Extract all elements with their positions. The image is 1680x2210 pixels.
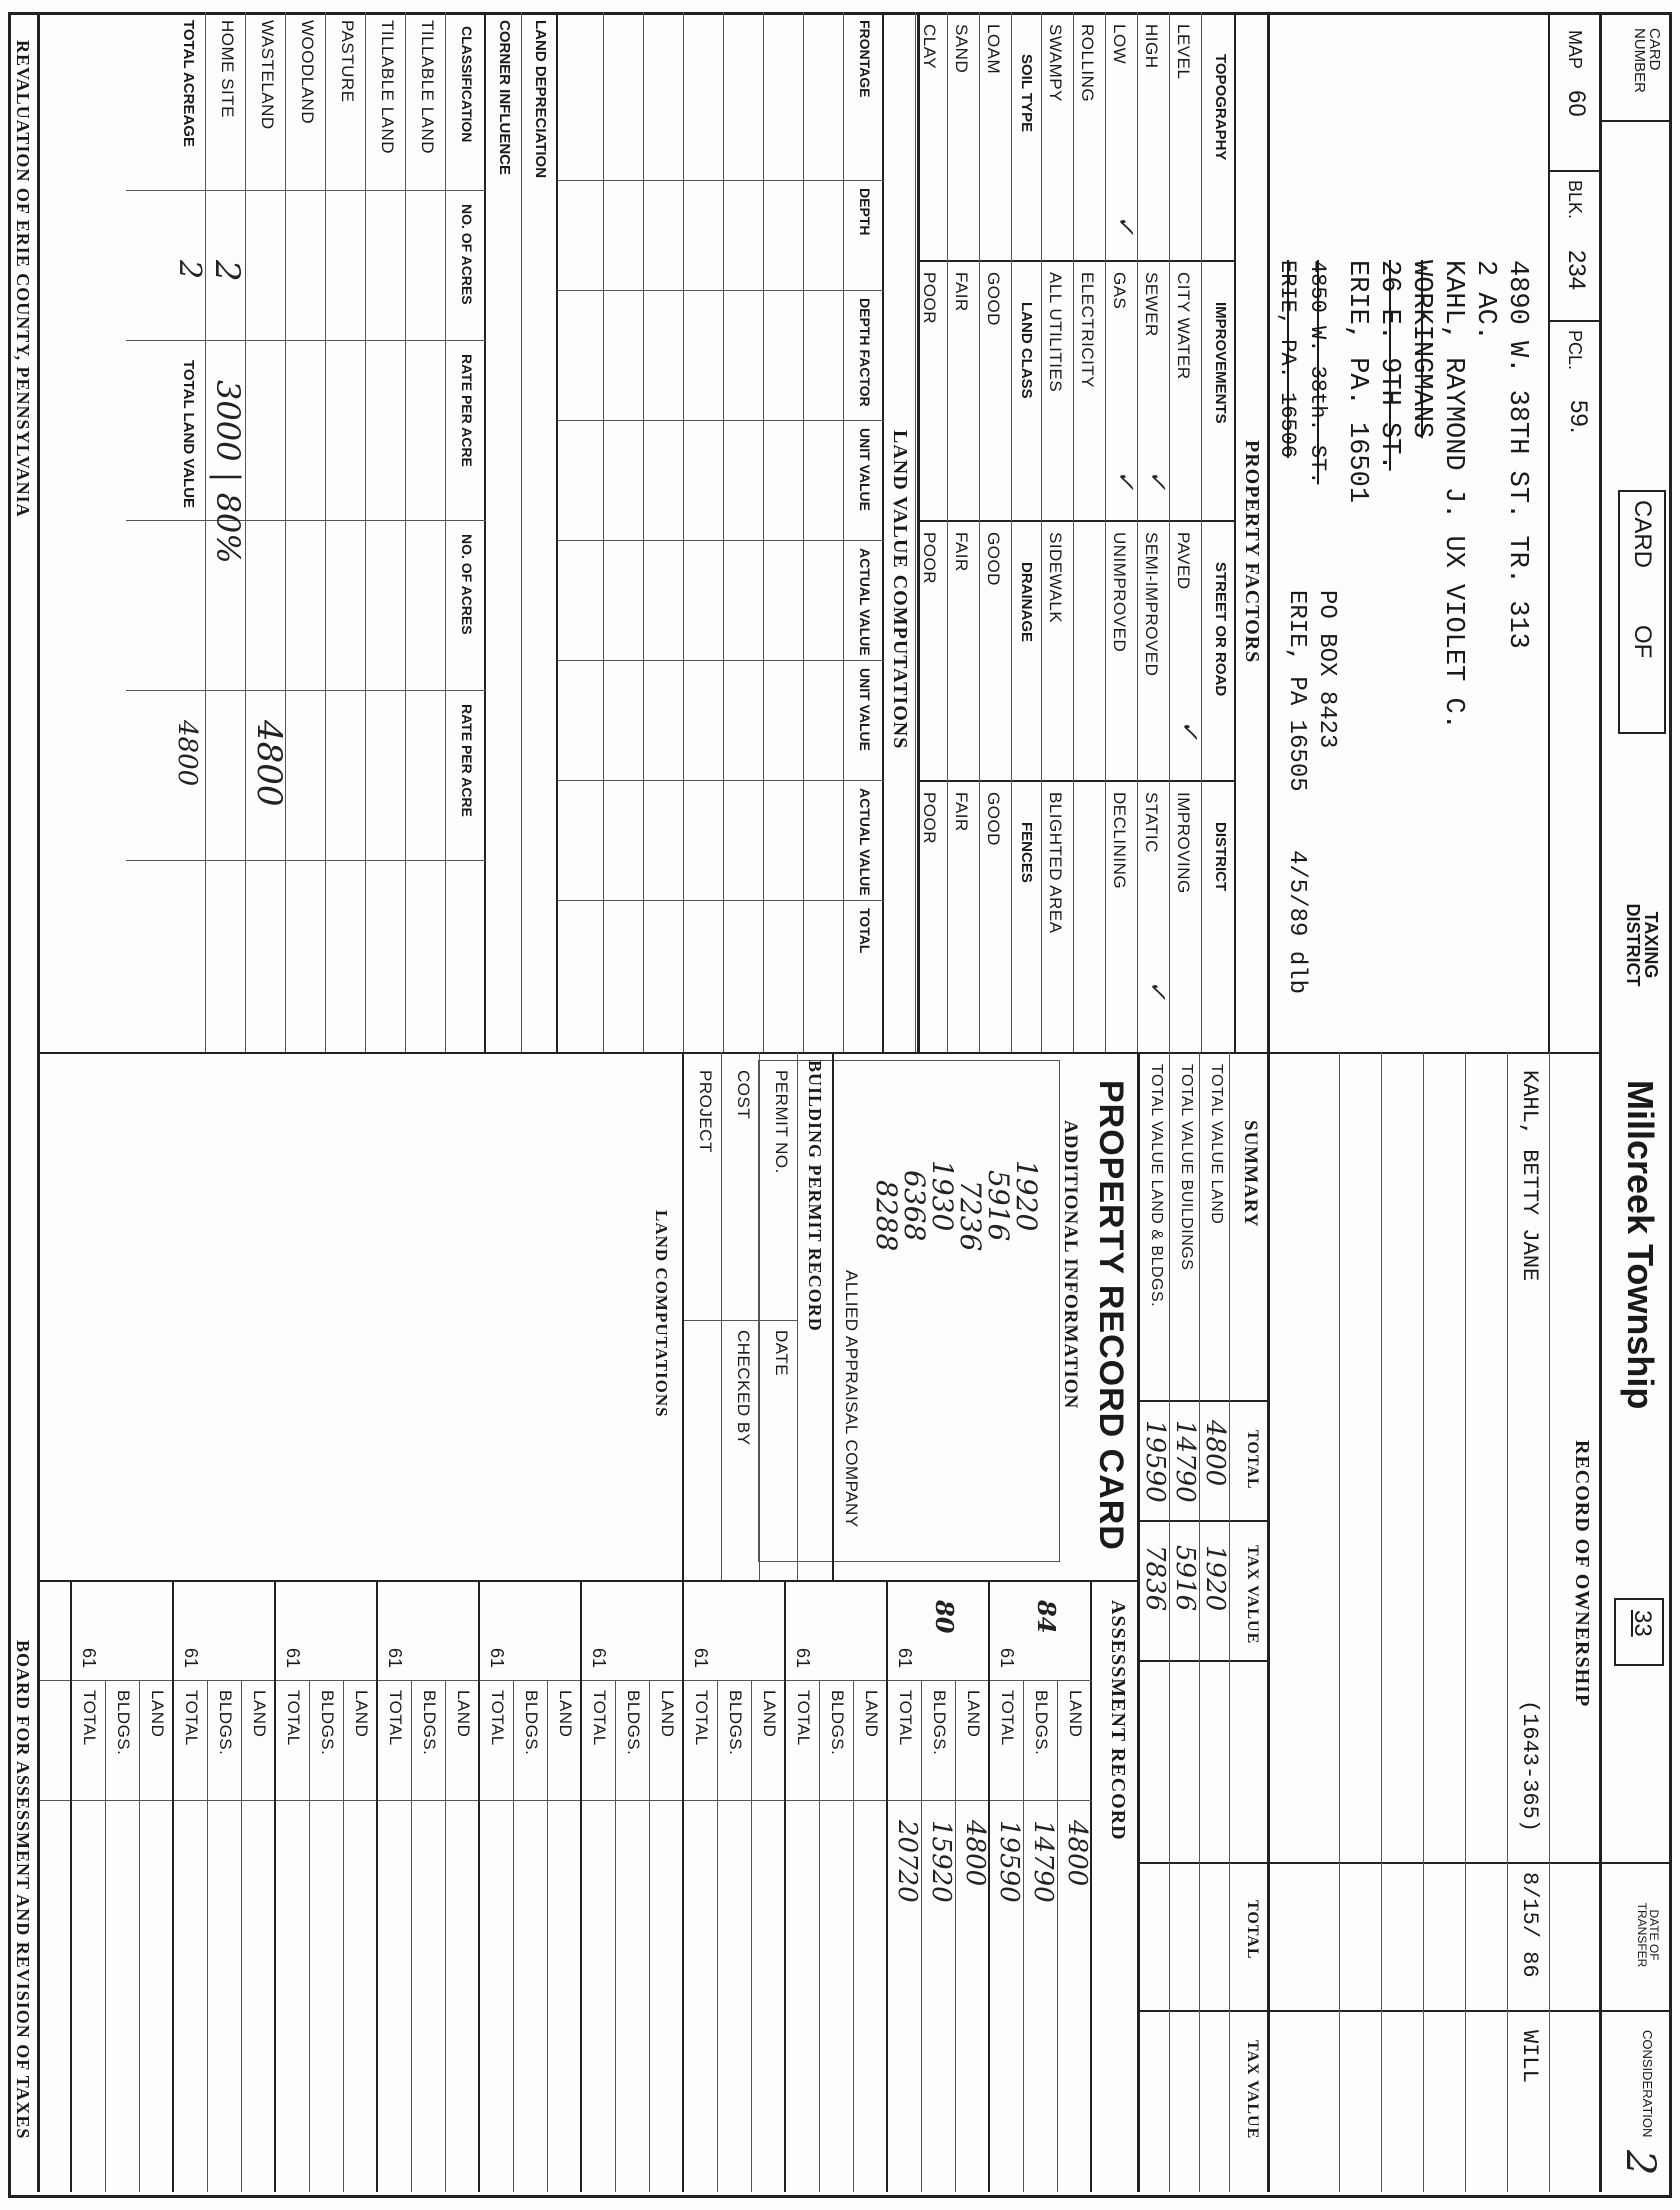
township-name: Millcreek Township	[1620, 1080, 1661, 1410]
acre-header-top	[484, 12, 486, 1052]
date-of-transfer-label: DATE OF TRANSFER	[1635, 1902, 1661, 1968]
factor-cell: SIDEWALK	[1046, 532, 1065, 624]
factor-row-line	[915, 12, 916, 1052]
assessment-total-label: TOTAL	[80, 1690, 99, 1746]
additional-note: 6368	[898, 1170, 931, 1242]
summary-row-total: 14790	[1170, 1420, 1200, 1503]
acre-header: RATE PER ACRE	[459, 704, 475, 817]
assessment-land-label: LAND	[556, 1690, 575, 1738]
ownership-row-4	[1381, 1052, 1382, 2192]
factor-header: IMPROVEMENTS	[1212, 302, 1229, 424]
card-page-number: 33	[1629, 1610, 1656, 1637]
assessment-row	[513, 1680, 514, 2192]
assessment-land-value: 4800	[960, 1820, 990, 1887]
factor-row-line	[1041, 12, 1042, 1052]
assessment-row	[411, 1680, 412, 2192]
acre-header: NO. OF ACRES	[459, 204, 475, 305]
summary-col-2	[1140, 1520, 1270, 1522]
mailing-address-2: ERIE, PA 16505	[1283, 590, 1310, 792]
factor-header: DISTRICT	[1212, 822, 1229, 892]
assessment-group-divider	[70, 1580, 72, 2192]
assessment-land-value: 4800	[1062, 1820, 1092, 1887]
assessment-land-label: LAND	[352, 1690, 371, 1738]
factor-cell-2: FAIR	[952, 272, 971, 312]
assessment-row	[819, 1680, 820, 2192]
assessment-bldgs-label: BLDGS.	[624, 1690, 643, 1756]
factor-cell: CITY WATER	[1174, 272, 1193, 380]
assessment-row	[343, 1680, 344, 2192]
factor-cell: BLIGHTED AREA	[1046, 792, 1065, 934]
factor-row-line	[979, 12, 980, 1052]
summary-row-total: 4800	[1200, 1420, 1230, 1487]
assessment-group-divider	[274, 1580, 276, 2192]
permit-top	[832, 1052, 834, 1580]
frontage-col	[558, 420, 884, 421]
acre-row	[445, 12, 446, 1052]
frontage-col	[558, 180, 884, 181]
frontage-row	[643, 12, 644, 1052]
assessment-row	[445, 1680, 446, 2192]
old-address-5: ERIE, PA. 16506	[1275, 260, 1300, 459]
factor-header-2: FENCES	[1018, 822, 1035, 883]
assessment-total-label: TOTAL	[896, 1690, 915, 1746]
acre-col	[126, 860, 486, 861]
assessment-row	[547, 1680, 548, 2192]
assessment-bldgs-label: BLDGS.	[216, 1690, 235, 1756]
assessment-margin-note: 80	[930, 1600, 959, 1634]
header-divider	[1599, 12, 1602, 2192]
permit-row-2	[721, 1052, 722, 1580]
assessment-bldgs-value: 15920	[926, 1820, 956, 1903]
factor-row-line	[1201, 12, 1202, 1052]
footer-divider	[37, 12, 40, 2192]
frontage-row	[683, 12, 684, 1052]
additional-note: 7236	[954, 1180, 987, 1252]
assessment-total-label: TOTAL	[386, 1690, 405, 1746]
summary-bottom	[1137, 1052, 1140, 2192]
assessment-row	[105, 1680, 106, 2192]
frontage-col	[558, 540, 884, 541]
permit-row-0	[797, 1052, 798, 1580]
acre-row	[325, 12, 326, 1052]
map-row-divider	[1548, 12, 1550, 1052]
assessment-bldgs-label: BLDGS.	[522, 1690, 541, 1756]
consideration-col-border	[1270, 2010, 1672, 2012]
acre-class: PASTURE	[338, 20, 357, 103]
factor-cell: SEMI-IMPROVED	[1142, 532, 1161, 677]
assessment-bldgs-label: BLDGS.	[828, 1690, 847, 1756]
summary-row-label: TOTAL VALUE BUILDINGS	[1178, 1064, 1195, 1271]
assessment-prefix: 61	[181, 1648, 201, 1669]
acre-row	[405, 12, 406, 1052]
permit-no-label: PERMIT NO.	[772, 1070, 791, 1174]
right-tax-label: TAX VALUE	[1244, 2040, 1261, 2140]
summary-tax-label: TAX VALUE	[1244, 1545, 1261, 1645]
frontage-col	[558, 290, 884, 291]
frontage-col	[558, 780, 884, 781]
assessment-land-label: LAND	[964, 1690, 983, 1738]
assessment-prefix: 61	[385, 1648, 405, 1669]
factor-cell-2: GOOD	[984, 272, 1003, 326]
assessment-row	[921, 1680, 922, 2192]
assessment-row	[1057, 1680, 1058, 2192]
acre-class: TILLABLE LAND	[378, 20, 397, 155]
assessment-bldgs-value: 14790	[1028, 1820, 1058, 1903]
frontage-header: UNIT VALUE	[857, 428, 873, 511]
additional-info-title: ADDITIONAL INFORMATION	[1060, 1120, 1081, 1410]
factor-row-line	[1011, 12, 1012, 1052]
factor-cell: ALL UTILITIES	[1046, 272, 1065, 393]
assessment-row	[751, 1680, 752, 2192]
acre-col	[126, 520, 486, 521]
factor-header-2: SOIL TYPE	[1018, 54, 1035, 133]
assessment-group-divider	[172, 1580, 174, 2192]
ownership-row-5	[1339, 1052, 1340, 2192]
deed-reference: (1643-365)	[1517, 1700, 1542, 1833]
factor-cell: PAVED	[1174, 532, 1193, 590]
summary-total-label: TOTAL	[1244, 1430, 1261, 1490]
factor-row-line	[1073, 12, 1074, 1052]
acre-row	[365, 12, 366, 1052]
footer-right: BOARD FOR ASSESSMENT AND REVISION OF TAXES	[13, 1640, 33, 2140]
frontage-row	[723, 12, 724, 1052]
assessment-col-1	[40, 1680, 1092, 1681]
transfer-date: 8/15/ 86	[1517, 1872, 1542, 1978]
acre-row	[205, 12, 206, 1052]
summary-row-1	[1199, 1052, 1200, 2192]
assessment-group-divider	[682, 1580, 684, 2192]
ownership-row-3	[1423, 1052, 1424, 2192]
acre-col	[126, 190, 486, 191]
summary-row-2	[1169, 1052, 1170, 2192]
permit-project-label: PROJECT	[696, 1070, 715, 1153]
acre-class: TILLABLE LAND	[418, 20, 437, 155]
transfer-col-border	[1270, 1862, 1672, 1864]
summary-title: SUMMARY	[1240, 1120, 1261, 1228]
check-paved: ✓	[1176, 720, 1204, 741]
assessment-row	[241, 1680, 242, 2192]
assessment-land-label: LAND	[1066, 1690, 1085, 1738]
summary-col-3	[1140, 1660, 1270, 1662]
permit-title: BUILDING PERMIT RECORD	[805, 1060, 825, 1332]
assessment-total-label: TOTAL	[590, 1690, 609, 1746]
factor-cell-2: POOR	[920, 272, 939, 325]
assessment-group-divider	[988, 1580, 990, 2192]
frontage-row	[843, 12, 844, 1052]
assessment-total-label: TOTAL	[998, 1690, 1017, 1746]
assessment-left-border	[40, 1580, 1140, 1582]
additional-info-box	[758, 1060, 1060, 1562]
land-depreciation-label: LAND DEPRECIATION	[532, 20, 549, 179]
property-address: 4890 W. 38TH ST. TR. 313	[1502, 260, 1532, 649]
check-static: ✓	[1144, 980, 1172, 1001]
acre-header: CLASSIFICATION	[459, 26, 475, 143]
acre-class: WASTELAND	[258, 20, 277, 130]
factor-cell: LEVEL	[1174, 24, 1193, 80]
frontage-header: DEPTH FACTOR	[857, 298, 873, 407]
total-acres-value: 2	[172, 260, 207, 280]
acre-row	[285, 12, 286, 1052]
old-address-3: ERIE, PA. 16501	[1342, 260, 1372, 504]
assessment-row	[207, 1680, 208, 2192]
factor-cell-2: LOAM	[984, 24, 1003, 75]
assessment-prefix: 61	[997, 1648, 1017, 1669]
factor-header: TOPOGRAPHY	[1212, 54, 1229, 161]
total-acreage-label: TOTAL ACREAGE	[180, 20, 197, 147]
factors-title-divider	[1234, 12, 1236, 1052]
home-site-rate: 3000 | 80%	[209, 380, 247, 564]
land-value-top	[917, 12, 920, 1052]
assessment-col-2	[40, 1800, 1092, 1801]
old-address-4: 4850 W. 38th. ST.	[1305, 260, 1330, 485]
assessment-row	[1023, 1680, 1024, 2192]
assessment-group-divider	[784, 1580, 786, 2192]
assessment-group-divider	[886, 1580, 888, 2192]
assessment-margin-note: 84	[1032, 1600, 1061, 1634]
factor-header-2: DRAINAGE	[1018, 562, 1035, 643]
blk-value: 234	[1563, 250, 1590, 291]
assessment-total-label: TOTAL	[794, 1690, 813, 1746]
taxing-district-label: TAXING DISTRICT	[1623, 903, 1661, 987]
acre-class: HOME SITE	[218, 20, 237, 119]
home-site-total: 4800	[249, 720, 289, 807]
assessment-group-divider	[478, 1580, 480, 2192]
factor-cell: DECLINING	[1110, 792, 1129, 890]
acre-col	[126, 690, 486, 691]
frontage-header: TOTAL	[857, 908, 873, 954]
of-label: OF	[1629, 625, 1656, 659]
assessment-bldgs-label: BLDGS.	[114, 1690, 133, 1756]
summary-col-5	[1140, 2010, 1270, 2012]
land-value-title-divider	[882, 12, 884, 1052]
map-sep	[1550, 170, 1602, 172]
summary-col-1	[1140, 1400, 1270, 1402]
permit-cost-label: COST	[734, 1070, 753, 1120]
assessment-bldgs-label: BLDGS.	[930, 1690, 949, 1756]
summary-col-4	[1140, 1862, 1270, 1864]
mailing-address-1: PO BOX 8423	[1313, 590, 1340, 749]
acre-header: NO. OF ACRES	[459, 534, 475, 635]
assessment-prefix: 61	[283, 1648, 303, 1669]
frontage-col	[558, 900, 884, 901]
factor-row-line	[1169, 12, 1170, 1052]
frontage-row	[763, 12, 764, 1052]
factors-col-3	[920, 780, 1236, 782]
footer-left: REVALUATION OF ERIE COUNTY, PENNSYLVANIA	[13, 40, 33, 518]
additional-note: 8288	[870, 1180, 903, 1252]
permit-checked-label: CHECKED BY	[734, 1330, 753, 1446]
acre-header: RATE PER ACRE	[459, 354, 475, 467]
factor-row-line	[1137, 12, 1138, 1052]
factor-cell: IMPROVING	[1174, 792, 1193, 894]
assessment-row	[139, 1680, 140, 2192]
assessment-bldgs-label: BLDGS.	[1032, 1690, 1051, 1756]
check-rolling: ✓	[1112, 215, 1140, 236]
right-total-label: TOTAL	[1244, 1900, 1261, 1960]
assessment-bldgs-label: BLDGS.	[726, 1690, 745, 1756]
assessment-prefix: 61	[589, 1648, 609, 1669]
assessment-total-label: TOTAL	[488, 1690, 507, 1746]
assessment-row	[717, 1680, 718, 2192]
old-address-1: WORKINGMANS	[1406, 260, 1436, 439]
assessment-prefix: 61	[793, 1648, 813, 1669]
check-electricity: ✓	[1112, 470, 1140, 491]
factors-col-2	[920, 520, 1236, 522]
additional-note: 1920	[1010, 1160, 1043, 1232]
factor-cell-2: SAND	[952, 24, 971, 74]
ownership-row-2	[1465, 1052, 1466, 2192]
factor-cell: SWAMPY	[1046, 24, 1065, 102]
assessment-land-label: LAND	[250, 1690, 269, 1738]
factor-cell: HIGH	[1142, 24, 1161, 69]
property-owner: KAHL, RAYMOND J. UX VIOLET C.	[1438, 260, 1468, 730]
frontage-header: DEPTH	[857, 188, 873, 236]
factor-row-line	[947, 12, 948, 1052]
blk-label: BLK.	[1565, 180, 1585, 220]
assessment-row	[955, 1680, 956, 2192]
assessment-total-label: TOTAL	[182, 1690, 201, 1746]
factor-cell: STATIC	[1142, 792, 1161, 853]
blk-sep	[1550, 320, 1602, 322]
factors-col-1	[920, 260, 1236, 262]
assessment-land-label: LAND	[862, 1690, 881, 1738]
summary-row-tax: 1920	[1200, 1545, 1230, 1612]
assessment-total-value: 19590	[994, 1820, 1024, 1903]
total-land-value-label: TOTAL LAND VALUE	[180, 360, 197, 509]
acre-col	[126, 340, 486, 341]
property-factors-title: PROPERTY FACTORS	[1241, 440, 1263, 664]
corner-mark: 2	[1617, 2150, 1663, 2176]
assessment-group-divider	[580, 1580, 582, 2192]
permit-row-1	[759, 1052, 760, 1580]
assessment-row	[853, 1680, 854, 2192]
assessment-row	[615, 1680, 616, 2192]
additional-note: 5916	[982, 1170, 1015, 1242]
summary-row-label: TOTAL VALUE LAND & BLDGS.	[1148, 1064, 1165, 1308]
assessment-land-label: LAND	[454, 1690, 473, 1738]
assessment-total-value: 20720	[892, 1820, 922, 1903]
summary-row-label: TOTAL VALUE LAND	[1208, 1064, 1225, 1225]
factor-cell: ROLLING	[1078, 24, 1097, 103]
frontage-row	[803, 12, 804, 1052]
assessment-total-label: TOTAL	[692, 1690, 711, 1746]
map-label: MAP	[1565, 30, 1585, 70]
factor-cell-2: POOR	[920, 792, 939, 845]
factor-cell-2: GOOD	[984, 792, 1003, 846]
map-value: 60	[1563, 90, 1590, 117]
summary-row-0	[1229, 1052, 1230, 2192]
date-stamp: 4/5/89 dlb	[1283, 850, 1310, 995]
card-number-label: CARD NUMBER	[1631, 28, 1663, 94]
summary-row-total: 19590	[1140, 1420, 1170, 1503]
depreciation-top	[556, 12, 558, 1052]
frontage-header: ACTUAL VALUE	[857, 788, 873, 896]
assessment-prefix: 61	[895, 1648, 915, 1669]
summary-row-tax: 7836	[1140, 1545, 1170, 1612]
consideration-label: CONSIDERATION	[1640, 2030, 1655, 2138]
assessment-prefix: 61	[691, 1648, 711, 1669]
additional-note: 1930	[926, 1160, 959, 1232]
assessment-row	[309, 1680, 310, 2192]
frontage-header: ACTUAL VALUE	[857, 548, 873, 656]
summary-row-tax: 5916	[1170, 1545, 1200, 1612]
assessment-bldgs-label: BLDGS.	[318, 1690, 337, 1756]
permit-bottom	[682, 1052, 684, 1580]
consideration-value: WILL	[1517, 2030, 1542, 2083]
permit-col	[684, 1320, 798, 1321]
factor-cell-2: POOR	[920, 532, 939, 585]
assessment-land-label: LAND	[658, 1690, 677, 1738]
assessment-row	[649, 1680, 650, 2192]
old-address-2: 26 E. 9TH ST.	[1374, 260, 1404, 471]
pcl-value: 59.	[1565, 400, 1592, 434]
corner-influence-label: CORNER INFLUENCE	[496, 20, 513, 176]
factor-cell-2: FAIR	[952, 792, 971, 832]
assessment-title: ASSESSMENT RECORD	[1107, 1600, 1129, 1841]
factor-row-line	[1105, 12, 1106, 1052]
ownership-row-1	[1507, 1052, 1508, 2192]
assessment-prefix: 61	[79, 1648, 99, 1669]
assessment-bldgs-label: BLDGS.	[420, 1690, 439, 1756]
permit-date-label: DATE	[772, 1330, 791, 1377]
header-sep	[1602, 120, 1672, 122]
assessment-group-divider	[376, 1580, 378, 2192]
assessment-title-divider	[1090, 1580, 1092, 2192]
appraisal-company: ALLIED APPRAISAL COMPANY	[842, 1270, 861, 1528]
card-label: CARD	[1629, 500, 1656, 569]
factor-cell-2: FAIR	[952, 532, 971, 572]
check-gas: ✓	[1144, 470, 1172, 491]
frontage-col	[558, 660, 884, 661]
owner-name: KAHL, BETTY JANE	[1517, 1070, 1542, 1282]
factor-cell: ELECTRICITY	[1078, 272, 1097, 389]
ownership-title: RECORD OF OWNERSHIP	[1571, 1440, 1593, 1708]
assessment-land-label: LAND	[148, 1690, 167, 1738]
frontage-header: FRONTAGE	[857, 20, 873, 98]
land-computations-label: LAND COMPUTATIONS	[652, 1210, 671, 1418]
card-title: PROPERTY RECORD CARD	[1092, 1080, 1130, 1551]
depreciation-line	[521, 12, 522, 1052]
property-acreage: 2 AC.	[1470, 260, 1500, 342]
factor-cell-2: GOOD	[984, 532, 1003, 586]
total-land-value-amount: 4800	[172, 720, 202, 787]
ownership-row-0	[1549, 1052, 1550, 2192]
ownership-bottom-divider	[1267, 12, 1270, 2192]
assessment-total-label: TOTAL	[284, 1690, 303, 1746]
frontage-row	[603, 12, 604, 1052]
home-site-acres: 2	[207, 260, 247, 282]
left-column-border	[40, 1052, 1602, 1054]
pcl-label: PCL.	[1565, 330, 1585, 371]
land-value-title: LAND VALUE COMPUTATIONS	[889, 430, 911, 750]
assessment-prefix: 61	[487, 1648, 507, 1669]
assessment-land-label: LAND	[760, 1690, 779, 1738]
factor-cell: GAS	[1110, 272, 1129, 310]
factor-cell: UNIMPROVED	[1110, 532, 1129, 653]
factor-cell: LOW	[1110, 24, 1129, 65]
factor-cell-2: CLAY	[920, 24, 939, 70]
factor-cell: SEWER	[1142, 272, 1161, 337]
factor-header-2: LAND CLASS	[1018, 302, 1035, 399]
acre-class: WOODLAND	[298, 20, 317, 125]
factor-header: STREET OR ROAD	[1212, 562, 1229, 697]
frontage-header: UNIT VALUE	[857, 668, 873, 751]
